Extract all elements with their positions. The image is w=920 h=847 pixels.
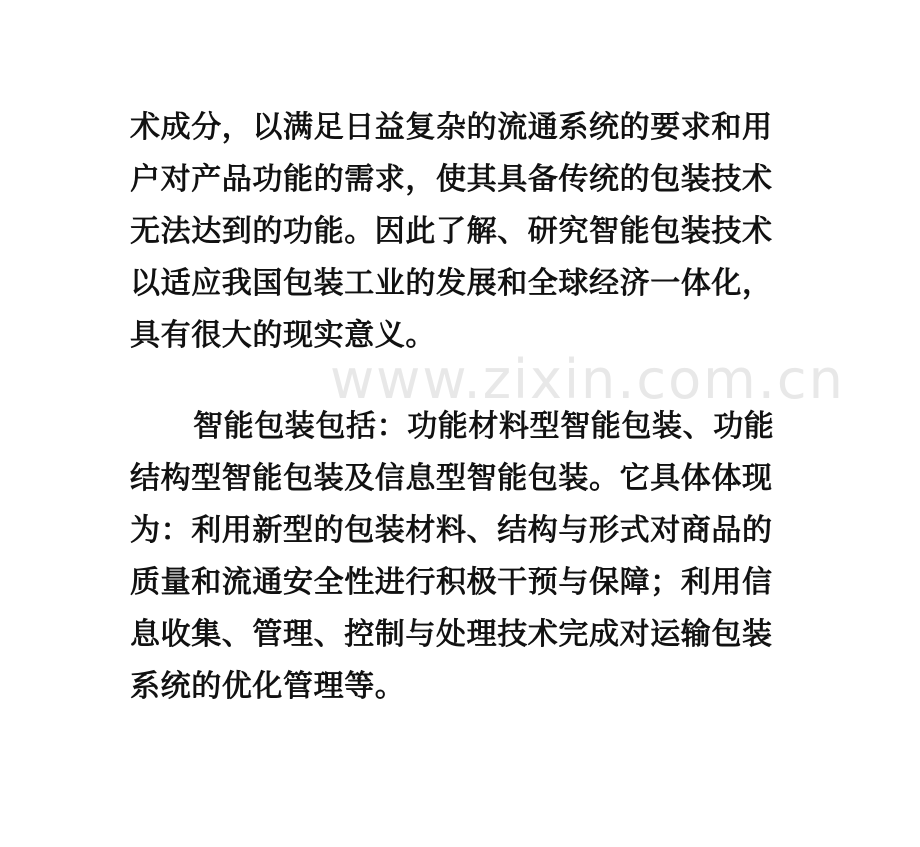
- watermark: www.zixin.com.cn: [330, 348, 845, 411]
- paragraph-line: 具有很大的现实意义。: [130, 318, 436, 353]
- paragraph-line: 以适应我国包装工业的发展和全球经济一体化，: [130, 266, 773, 301]
- paragraph-2: [130, 405, 795, 717]
- paragraph-line: 户对产品功能的需求，使其具备传统的包装技术: [130, 162, 773, 197]
- paragraph-1: [130, 106, 795, 366]
- paragraph-line: 术成分，以满足日益复杂的流通系统的要求和用: [130, 110, 773, 145]
- paragraph-line: 结构型智能包装及信息型智能包装。它具体体现: [130, 461, 773, 496]
- paragraph-line: 系统的优化管理等。: [130, 669, 406, 704]
- paragraph-line: 智能包装包括：功能材料型智能包装、功能: [193, 409, 775, 444]
- paragraph-line: 质量和流通安全性进行积极干预与保障；利用信: [130, 565, 773, 600]
- paragraph-line: 息收集、管理、控制与处理技术完成对运输包装: [130, 617, 773, 652]
- paragraph-line: 无法达到的功能。因此了解、研究智能包装技术: [130, 214, 773, 249]
- paragraph-line: 为：利用新型的包装材料、结构与形式对商品的: [130, 513, 773, 548]
